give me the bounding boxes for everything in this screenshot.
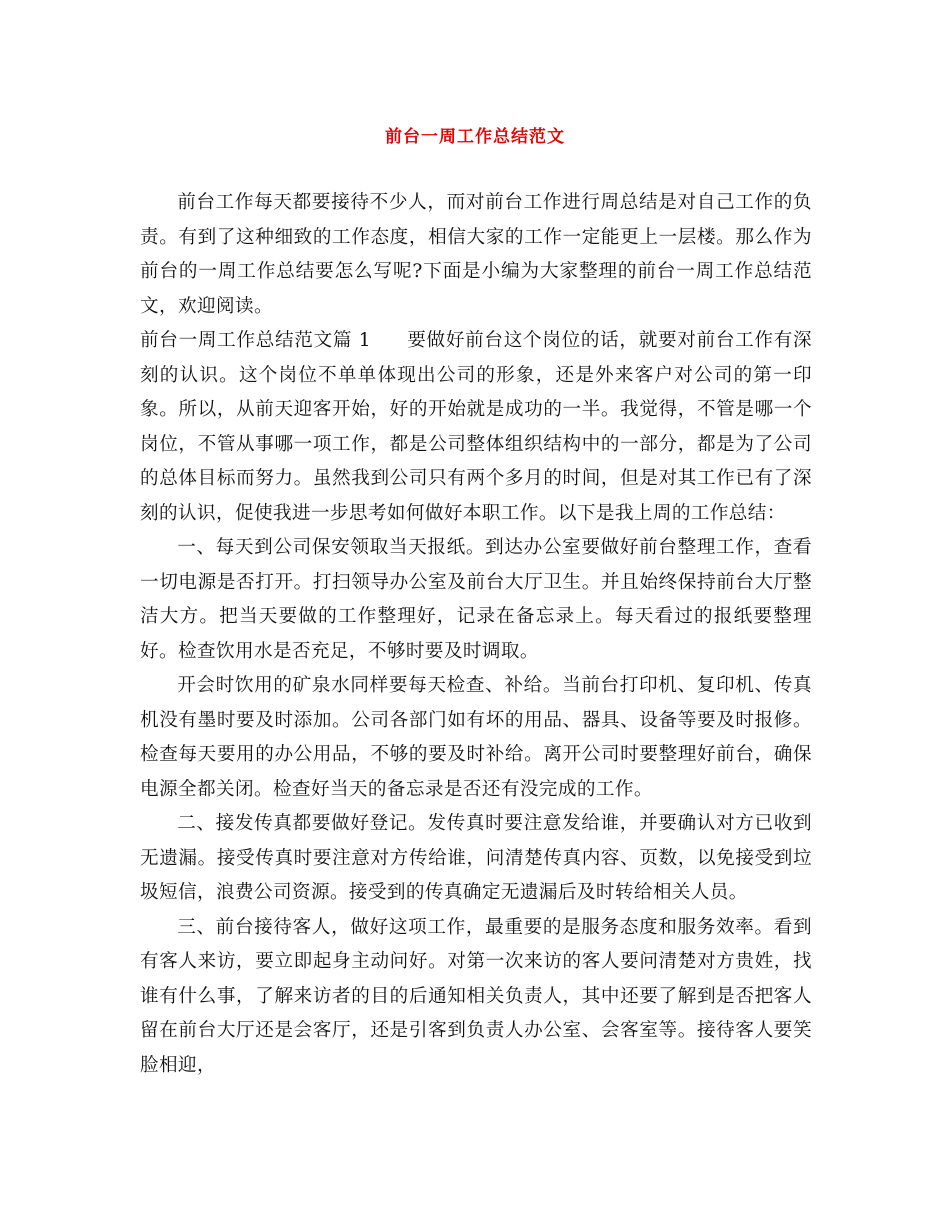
body-paragraph-4: 三、前台接待客人，做好这项工作，最重要的是服务态度和服务效率。看到有客人来访，要立即起身主动问好。对第一次来访的客人要问清楚对方贵姓，找谁有什么事，了解来访者的目的后通知相关负责人，其中还要了解到是否把客人留在前台大厅还是会客厅，还是引客到负责人办公室、会客室等。接待客人要笑脸相迎， [140,916,812,1076]
intro-paragraph: 前台工作每天都要接待不少人，而对前台工作进行周总结是对自己工作的负责。有到了这种细致的工作态度，相信大家的工作一定能更上一层楼。那么作为前台的一周工作总结要怎么写呢?下面是小编为大家整理的前台一周工作总结范文，欢迎阅读。 [140,192,812,317]
section-label: 前台一周工作总结范文篇 1 [140,330,371,351]
document-title: 前台一周工作总结范文 [385,127,565,147]
body-paragraph-3: 二、接发传真都要做好登记。发传真时要注意发给谁，并要确认对方已收到无遗漏。接受传真时要注意对方传给谁，问清楚传真内容、页数，以免接受到垃圾短信，浪费公司资源。接受到的传真确定无遗漏后及时转给相关人员。 [140,813,812,903]
document-body [140,186,812,1083]
body-paragraph-2: 开会时饮用的矿泉水同样要每天检查、补给。当前台打印机、复印机、传真机没有墨时要及时添加。公司各部门如有坏的用品、器具、设备等要及时报修。检查每天要用的办公用品，不够的要及时补给。离开公司时要整理好前台，确保电源全都关闭。检查好当天的备忘录是否还有没完成的工作。 [140,675,812,800]
section-first-paragraph: 要做好前台这个岗位的话，就要对前台工作有深刻的认识。这个岗位不单单体现出公司的形象，还是外来客户对公司的第一印象。所以，从前天迎客开始，好的开始就是成功的一半。我觉得，不管是哪一个岗位，不管从事哪一项工作，都是公司整体组织结构中的一部分，都是为了公司的总体目标而努力。虽然我到公司只有两个多月的时间，但是对其工作已有了深刻的认识，促使我进一步思考如何做好本职工作。以下是我上周的工作总结： [140,330,812,524]
body-paragraph-1: 一、每天到公司保安领取当天报纸。到达办公室要做好前台整理工作，查看一切电源是否打开。打扫领导办公室及前台大厅卫生。并且始终保持前台大厅整洁大方。把当天要做的工作整理好，记录在备忘录上。每天看过的报纸要整理好。检查饮用水是否充足，不够时要及时调取。 [140,537,812,662]
section-paragraph-1 [140,324,812,531]
